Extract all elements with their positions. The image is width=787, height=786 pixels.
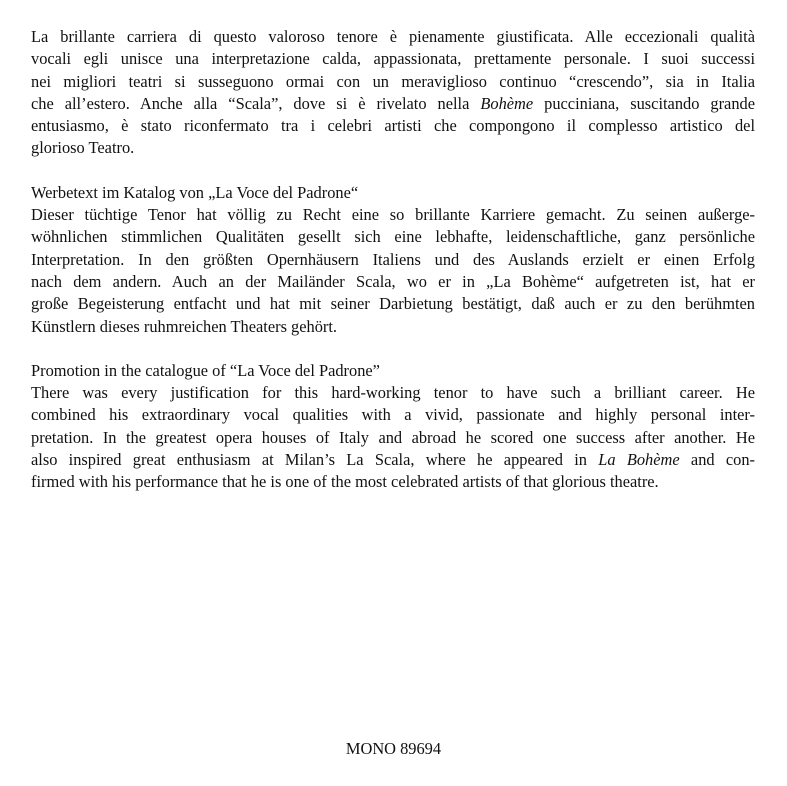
text-line: Dieser tüchtige Tenor hat völlig zu Recht eine so brillante Karriere gemacht. Zu seinen außerge- — [31, 205, 755, 225]
text-line: combined his extraordinary vocal qualities with a vivid, passionate and highly personal inter- — [31, 405, 755, 425]
text-line: entusiasmo, è stato riconfermato tra i celebri artisti che compongono il complesso artistico del — [31, 116, 755, 136]
section-heading: Promotion in the catalogue of “La Voce del Padrone” — [31, 360, 380, 380]
opera-title-italic: La Bohème — [598, 450, 680, 470]
section-heading: Werbetext im Katalog von „La Voce del Padrone“ — [31, 182, 359, 202]
german-paragraph — [31, 182, 755, 338]
text-segment: che all’estero. Anche alla “Scala”, dove si è rivelato nella — [31, 93, 481, 113]
text-line: Künstlern dieses ruhmreichen Theaters gehört. — [31, 316, 338, 336]
text-line: nei migliori teatri si susseguono ormai con un meraviglioso continuo “crescendo”, sia in Italia — [31, 71, 755, 91]
text-line: vocali egli unisce una interpretazione calda, appassionata, prettamente personale. I suoi successi — [31, 49, 755, 69]
text-line: La brillante carriera di questo valoroso tenore è pienamente giustificata. Alle eccezionali qualità — [31, 27, 755, 46]
text-segment: pucciniana, suscitando grande — [533, 93, 755, 113]
text-line: wöhnlichen stimmlichen Qualitäten gesellt sich eine lebhafte, leidenschaftliche, ganz persönliche — [31, 227, 755, 247]
text-line — [31, 449, 755, 471]
document-body — [31, 26, 755, 494]
catalog-number: MONO 89694 — [345, 739, 442, 758]
text-line: There was every justification for this hard-working tenor to have such a brilliant career. He — [31, 383, 755, 403]
text-line: glorioso Teatro. — [31, 138, 135, 158]
text-line: pretation. In the greatest opera houses of Italy and abroad he scored one success after another. He — [31, 427, 755, 447]
text-line — [31, 93, 755, 115]
text-segment: also inspired great enthusiasm at Milan’s La Scala, where he appeared in — [31, 450, 599, 470]
english-paragraph — [31, 360, 755, 494]
opera-title-italic: Bohème — [480, 93, 534, 113]
text-line: firmed with his performance that he is one of the most celebrated artists of that glorious theatre. — [31, 472, 659, 492]
text-segment: and con- — [679, 450, 755, 470]
italian-paragraph — [31, 26, 755, 160]
text-line: nach dem andern. Auch an der Mailänder Scala, wo er in „La Bohème“ aufgetreten ist, hat er — [31, 271, 755, 291]
text-line: Interpretation. In den größten Opernhäusern Italiens und des Auslands erzielt er einen Erfolg — [31, 249, 755, 269]
text-line: große Begeisterung entfacht und hat mit seiner Darbietung bestätigt, daß auch er zu den berühmten — [31, 294, 755, 314]
